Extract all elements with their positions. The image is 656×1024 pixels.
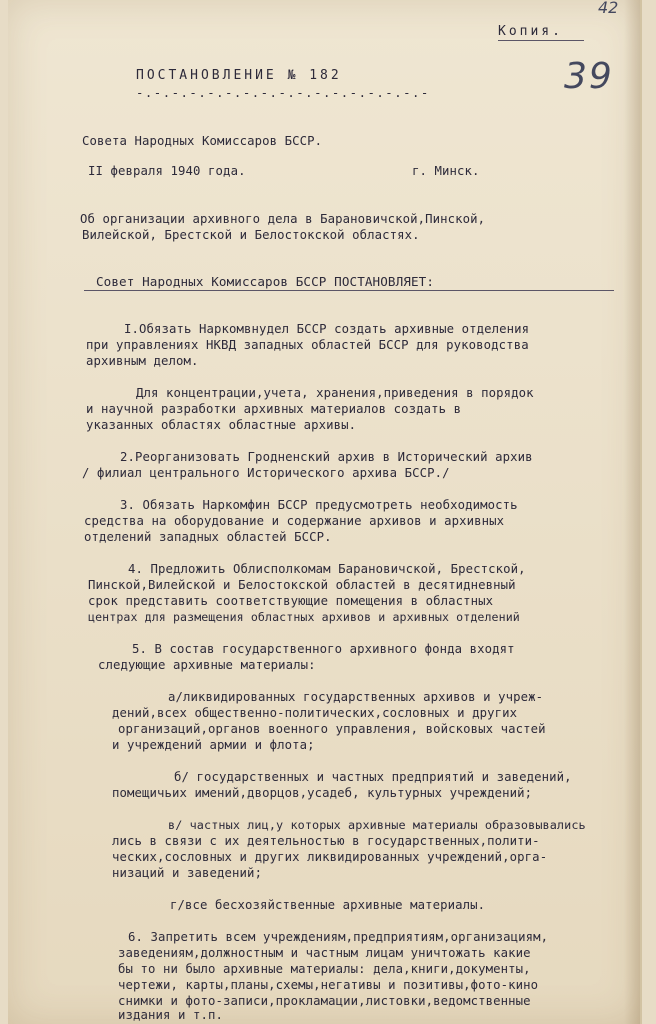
paragraph-line: следующие архивные материалы: (98, 658, 316, 672)
paragraph-line: издания и т.п. (118, 1008, 224, 1022)
paragraph-line: архивным делом. (86, 354, 199, 368)
document-place: г. Минск. (412, 164, 480, 178)
document-title: ПОСТАНОВЛЕНИЕ № 182 (136, 68, 342, 83)
paragraph-line: лись в связи с их деятельностью в государственных,полити- (112, 834, 540, 848)
paragraph-line: 5. В состав государственного архивного фонда входят (132, 642, 515, 656)
paragraph-line: 6. Запретить всем учреждениям,предприятиям,организациям, (128, 930, 549, 944)
subject-line: Вилейской, Брестской и Белостокской областях. (82, 228, 420, 242)
resolves-heading: Совет Народных Комиссаров БССР ПОСТАНОВЛЯЕТ: (96, 274, 435, 289)
paragraph-line: помещичьих имений,дворцов,усадеб, культурных учреждений; (112, 786, 533, 800)
paragraph-line: при управлениях НКВД западных областей БССР для руководства (86, 338, 529, 352)
paragraph-line: чертежи, карты,планы,схемы,негативы и позитивы,фото-кино (118, 978, 539, 992)
subject-line: Об организации архивного дела в Барановичской,Пинской, (80, 212, 486, 226)
paragraph-line: отделений западных областей БССР. (84, 530, 332, 544)
page-edge-shadow (624, 0, 640, 1024)
paragraph-line: снимки и фото-записи,прокламации,листовки,ведомственные (118, 994, 531, 1008)
paragraph-line: / филиал центрального Исторического архива БССР./ (82, 466, 450, 480)
document-date: II февраля 1940 года. (88, 164, 246, 178)
paragraph-line: б/ государственных и частных предприятий и заведений, (174, 770, 572, 784)
paragraph-line: низаций и заведений; (112, 866, 263, 880)
paragraph-line: и учреждений армии и флота; (112, 738, 315, 752)
copy-mark: Копия. (498, 24, 563, 39)
paragraph-line: средства на оборудование и содержание архивов и архивных (84, 514, 505, 528)
paragraph-line: центрах для размещения областных архивов и архивных отделений (88, 610, 520, 624)
paragraph-line: организаций,органов военного управления, войсковых частей (118, 722, 546, 736)
paragraph-line: I.Обязать Наркомвнудел БССР создать архивные отделения (124, 322, 530, 336)
paragraph-line: указанных областях областные архивы. (86, 418, 357, 432)
paragraph-line: Для концентрации,учета, хранения,приведения в порядок (136, 386, 534, 400)
document-page (8, 0, 642, 1024)
paragraph-line: 2.Реорганизовать Гродненский архив в Исторический архив (120, 450, 533, 464)
resolves-underline (84, 290, 614, 291)
paragraph-line: срок представить соответствующие помещения в областных (88, 594, 494, 608)
paragraph-line: Пинской,Вилейской и Белостокской областей в десятидневный (88, 578, 516, 592)
sheet-number-handwritten: 39 (564, 56, 614, 97)
paragraph-line: и научной разработки архивных материалов создать в (86, 402, 462, 416)
copy-mark-underline (498, 40, 584, 41)
paragraph-line: 4. Предложить Облисполкомам Барановичской, Брестской, (128, 562, 526, 576)
paragraph-line: в/ частных лиц,у которых архивные материалы образовывались (168, 818, 586, 832)
paragraph-line: г/все бесхозяйственные архивные материалы. (170, 898, 486, 912)
title-underline: -.-.-.-.-.-.-.-.-.-.-.-.-.-.-.-.- (136, 86, 430, 100)
paragraph-line: бы то ни было архивные материалы: дела,книги,документы, (118, 962, 531, 976)
issuer: Совета Народных Комиссаров БССР. (82, 134, 323, 148)
sheet-number-top: 42 (598, 0, 619, 17)
paragraph-line: дений,всех общественно-политических,сословных и других (112, 706, 518, 720)
paragraph-line: ческих,сословных и других ликвидированных учреждений,орга- (112, 850, 548, 864)
paragraph-line: 3. Обязать Наркомфин БССР предусмотреть необходимость (120, 498, 518, 512)
paragraph-line: а/ликвидированных государственных архивов и учреж- (168, 690, 544, 704)
paragraph-line: заведениям,должностным и частным лицам уничтожать какие (118, 946, 531, 960)
